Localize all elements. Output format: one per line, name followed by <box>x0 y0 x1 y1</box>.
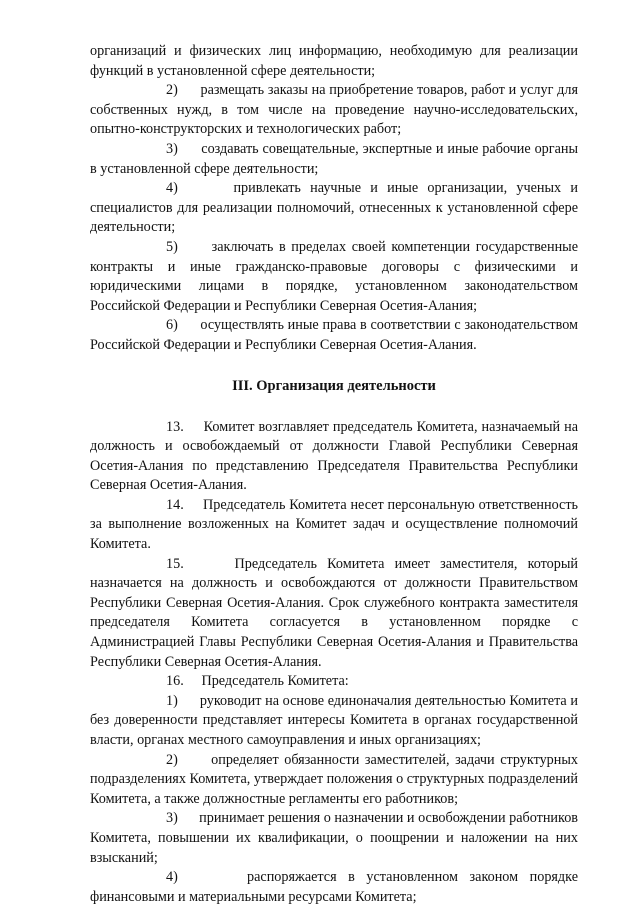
list-item <box>90 179 578 238</box>
numbered-paragraph <box>90 496 578 555</box>
list-item-number: 3) <box>128 809 178 829</box>
list-item-number: 4) <box>128 868 178 888</box>
paragraph-number: 16. <box>128 672 184 692</box>
paragraph-number: 15. <box>128 555 184 575</box>
list-item-text: руководит на основе единоначалия деятельностью Комитета и без доверенности представляет интересы Комитета в органах государственной власти, органах местного самоуправления и иных организациях; <box>90 693 578 748</box>
list-item-number: 2) <box>128 751 178 771</box>
document-page <box>90 42 578 907</box>
numbered-paragraph <box>90 555 578 673</box>
list-item <box>90 692 578 751</box>
list-item-text: распоряжается в установленном законом порядке финансовыми и материальными ресурсами Комитета; <box>90 869 578 905</box>
list-item <box>90 868 578 907</box>
list-item-text: привлекать научные и иные организации, ученых и специалистов для реализации полномочий, отнесенных к установленной сфере деятельности; <box>90 180 578 235</box>
list-item-number: 5) <box>128 238 178 258</box>
list-item-number: 2) <box>128 81 178 101</box>
section-heading: III. Организация деятельности <box>90 376 578 396</box>
list-item <box>90 81 578 140</box>
list-item-number: 6) <box>128 316 178 336</box>
list-item-number: 3) <box>128 140 178 160</box>
list-item-text: размещать заказы на приобретение товаров, работ и услуг для собственных нужд, в том числе на проведение научно-исследовательских, опытно-конструкторских и технологических работ; <box>90 82 578 137</box>
paragraph <box>90 42 578 81</box>
paragraph-number: 14. <box>128 496 184 516</box>
list-item-text: осуществлять иные права в соответствии с законодательством Российской Федерации и Республики Северная Осетия-Алания. <box>90 317 578 353</box>
list-item <box>90 751 578 810</box>
paragraph-text: Комитет возглавляет председатель Комитета, назначаемый на должность и освобождаемый от должности Главой Республики Северная Осетия-Алания по представлению Председателя Правительства Республики Северная Осетия-Алания. <box>90 419 578 494</box>
list-item <box>90 238 578 316</box>
document-body-top <box>90 42 578 356</box>
list-item-text: заключать в пределах своей компетенции государственные контракты и иные гражданско-правовые договоры с физическими и юридическими лицами в порядке, установленном законодательством Российской Федерации и Республики Северная Осетия-Алания; <box>90 239 578 314</box>
list-item <box>90 809 578 868</box>
list-item-number: 4) <box>128 179 178 199</box>
document-body-bottom <box>90 418 578 907</box>
list-item-text: принимает решения о назначении и освобождении работников Комитета, повышении их квалификации, о поощрении и наложении на них взысканий; <box>90 810 578 865</box>
list-item-number: 1) <box>128 692 178 712</box>
paragraph-text: Председатель Комитета имеет заместителя, который назначается на должность и освобождаются от должности Правительством Республики Северная Осетия-Алания. Срок служебного контракта заместителя председателя Комитета согласуется в установленном порядке с Администрацией Главы Республики Северная Осетия-Алания и Правительства Республики Северная Осетия-Алания. <box>90 556 578 670</box>
numbered-paragraph <box>90 418 578 496</box>
paragraph-text: Председатель Комитета несет персональную ответственность за выполнение возложенных на Комитет задач и осуществление полномочий Комитета. <box>90 497 578 552</box>
paragraph-text: Председатель Комитета: <box>201 673 348 689</box>
list-item <box>90 140 578 179</box>
list-item-text: создавать совещательные, экспертные и иные рабочие органы в установленной сфере деятельности; <box>90 141 578 177</box>
paragraph-text: организаций и физических лиц информацию, необходимую для реализации функций в установленной сфере деятельности; <box>90 43 578 79</box>
list-item-text: определяет обязанности заместителей, задачи структурных подразделениях Комитета, утверждает положения о структурных подразделений Комитета, а также должностные регламенты его работников; <box>90 752 578 807</box>
paragraph-number: 13. <box>128 418 184 438</box>
numbered-paragraph <box>90 672 578 692</box>
list-item <box>90 316 578 355</box>
